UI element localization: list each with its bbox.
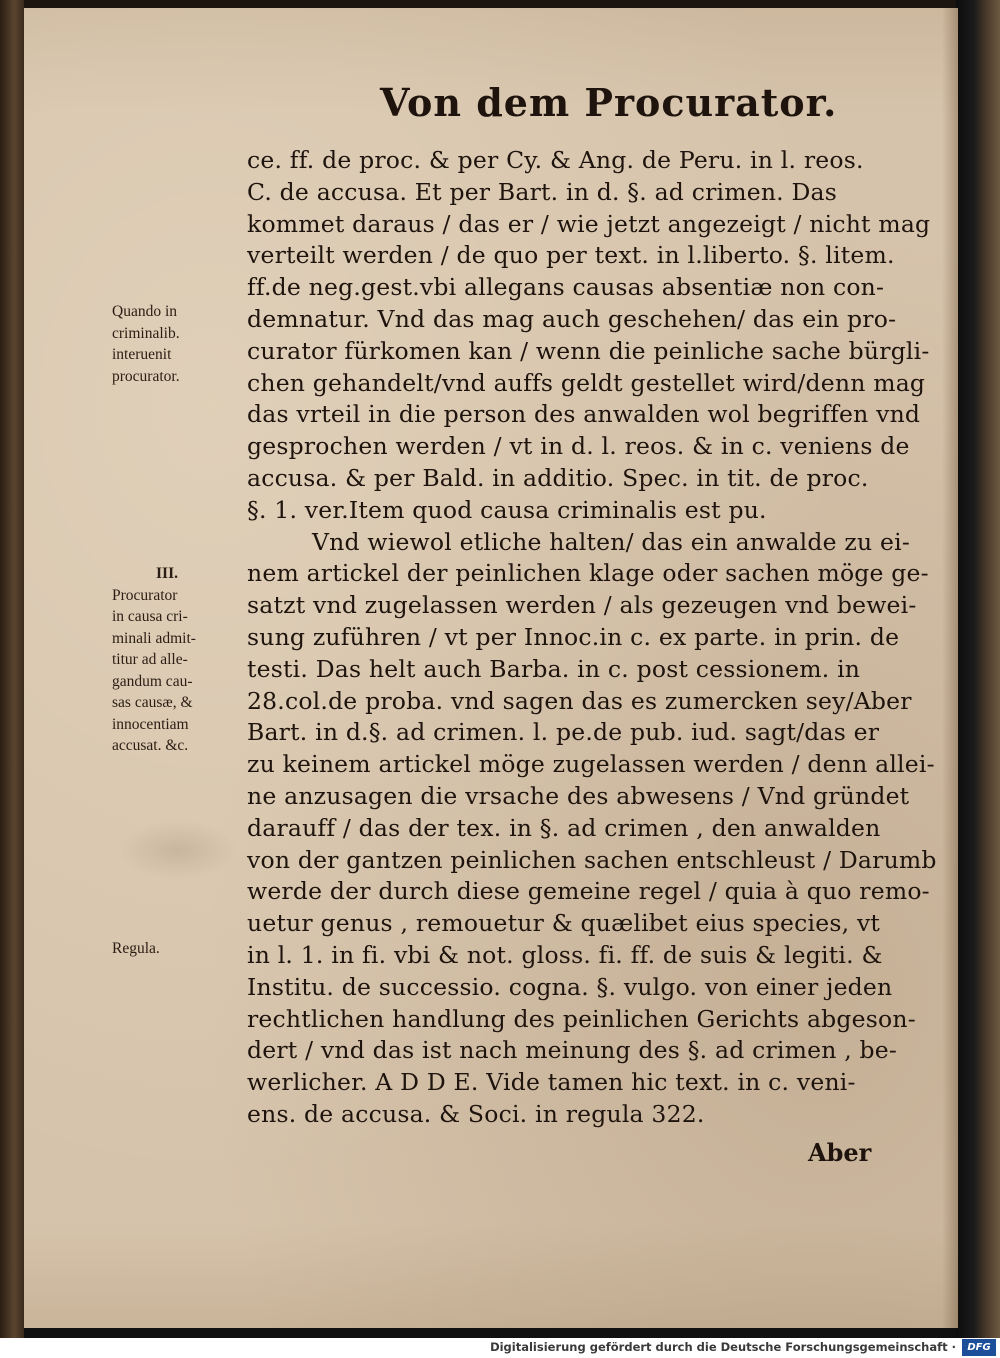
margin-note-line: Regula. (112, 940, 160, 957)
margin-note-line: III. (156, 565, 178, 582)
body-line: Bart. in d.§. ad crimen. l. pe.de pub. iud. sagt/das er (247, 718, 880, 747)
body-line: accusa. & per Bald. in additio. Spec. in tit. de proc. (247, 464, 869, 492)
margin-note-procurator-admittitur (112, 563, 196, 757)
body-line: 28.col.de proba. vnd sagen das es zumercken sey/Aber (247, 686, 912, 715)
body-line: curator fürkomen kan / wenn die peinliche sache bürgli- (247, 336, 930, 365)
body-line: C. de accusa. Et per Bart. in d. §. ad crimen. Das (247, 177, 838, 206)
body-line: ne anzusagen die vrsache des abwesens / Vnd gründet (247, 782, 910, 810)
footer-credit: Digitalisierung gefördert durch die Deutsche Forschungsgemeinschaft · (490, 1340, 956, 1354)
body-line: zu keinem artickel möge zugelassen werden / denn allei- (247, 750, 935, 779)
page-edge-shadow (942, 8, 958, 1328)
margin-note-line: innocentiam (112, 715, 189, 733)
ink-showthrough-smudge (118, 820, 238, 880)
body-line: ff.de neg.gest.vbi allegans causas absentiæ non con- (247, 273, 885, 302)
running-head: Von dem Procurator. (380, 80, 838, 125)
body-line: werde der durch diese gemeine regel / quia à quo remo- (247, 877, 930, 906)
body-line: kommet daraus / das er / wie jetzt angezeigt / nicht mag (247, 209, 931, 238)
body-line: nem artickel der peinlichen klage oder sachen möge ge- (247, 559, 929, 588)
scan-right-border (956, 0, 1000, 1338)
body-line: demnatur. Vnd das mag auch geschehen/ das ein pro- (247, 305, 897, 333)
margin-note-regula (112, 938, 160, 960)
body-line: werlicher. A D D E. Vide tamen hic text. in c. veni- (247, 1068, 856, 1097)
margin-note-line: titur ad alle- (112, 651, 188, 668)
body-line: von der gantzen peinlichen sachen entschleust / Darumb (247, 845, 937, 874)
body-line: Institu. de successio. cogna. §. vulgo. von einer jeden (247, 972, 893, 1001)
dfg-logo-icon: DFG (962, 1339, 996, 1356)
body-line: §. 1. ver.Item quod causa criminalis est pu. (247, 495, 767, 524)
body-line: das vrteil in die person des anwalden wol begriffen vnd (247, 400, 921, 429)
body-line: verteilt werden / de quo per text. in l.liberto. §. litem. (247, 241, 895, 270)
body-line: gesprochen werden / vt in d. l. reos. & in c. veniens de (247, 432, 910, 461)
body-line: uetur genus , remouetur & quælibet eius species, vt (247, 909, 881, 938)
body-line: ens. de accusa. & Soci. in regula 322. (247, 1100, 705, 1128)
digitization-footer (0, 1338, 1000, 1358)
margin-note-line: in causa cri- (112, 608, 188, 625)
margin-note-line: criminalib. (112, 324, 180, 342)
margin-note-line: minali admit- (112, 629, 196, 647)
body-line: in l. 1. in fi. vbi & not. gloss. fi. ff. de suis & legiti. & (247, 941, 883, 969)
body-line: satzt vnd zugelassen werden / als gezeugen vnd bewei- (247, 591, 917, 620)
body-line: dert / vnd das ist nach meinung des §. ad crimen , be- (247, 1036, 898, 1065)
margin-note-line: Quando in (112, 303, 178, 320)
body-line: ce. ff. de proc. & per Cy. & Ang. de Peru. in l. reos. (247, 146, 864, 174)
margin-note-line: accusat. &c. (112, 737, 189, 754)
body-line: rechtlichen handlung des peinlichen Gerichts abgeson- (247, 1004, 916, 1033)
scan-left-border (0, 0, 24, 1338)
body-line: sung zuführen / vt per Innoc.in c. ex parte. in prin. de (247, 623, 900, 651)
body-line: darauff / das der tex. in §. ad crimen , den anwalden (247, 813, 881, 842)
margin-note-line: gandum cau- (112, 672, 193, 690)
margin-note-quando-in-criminalib (112, 301, 180, 387)
margin-note-line: procurator. (112, 367, 180, 385)
margin-note-line: sas causæ, & (112, 694, 193, 711)
body-line: chen gehandelt/vnd auffs geldt gestellet wird/denn mag (247, 368, 926, 397)
body-line: Vnd wiewol etliche halten/ das ein anwalde zu ei- (312, 527, 910, 556)
body-line: testi. Das helt auch Barba. in c. post cessionem. in (247, 654, 861, 683)
margin-note-line: Procurator (112, 586, 178, 604)
margin-note-line: interuenit (112, 346, 172, 363)
catchword: Aber (808, 1138, 872, 1167)
